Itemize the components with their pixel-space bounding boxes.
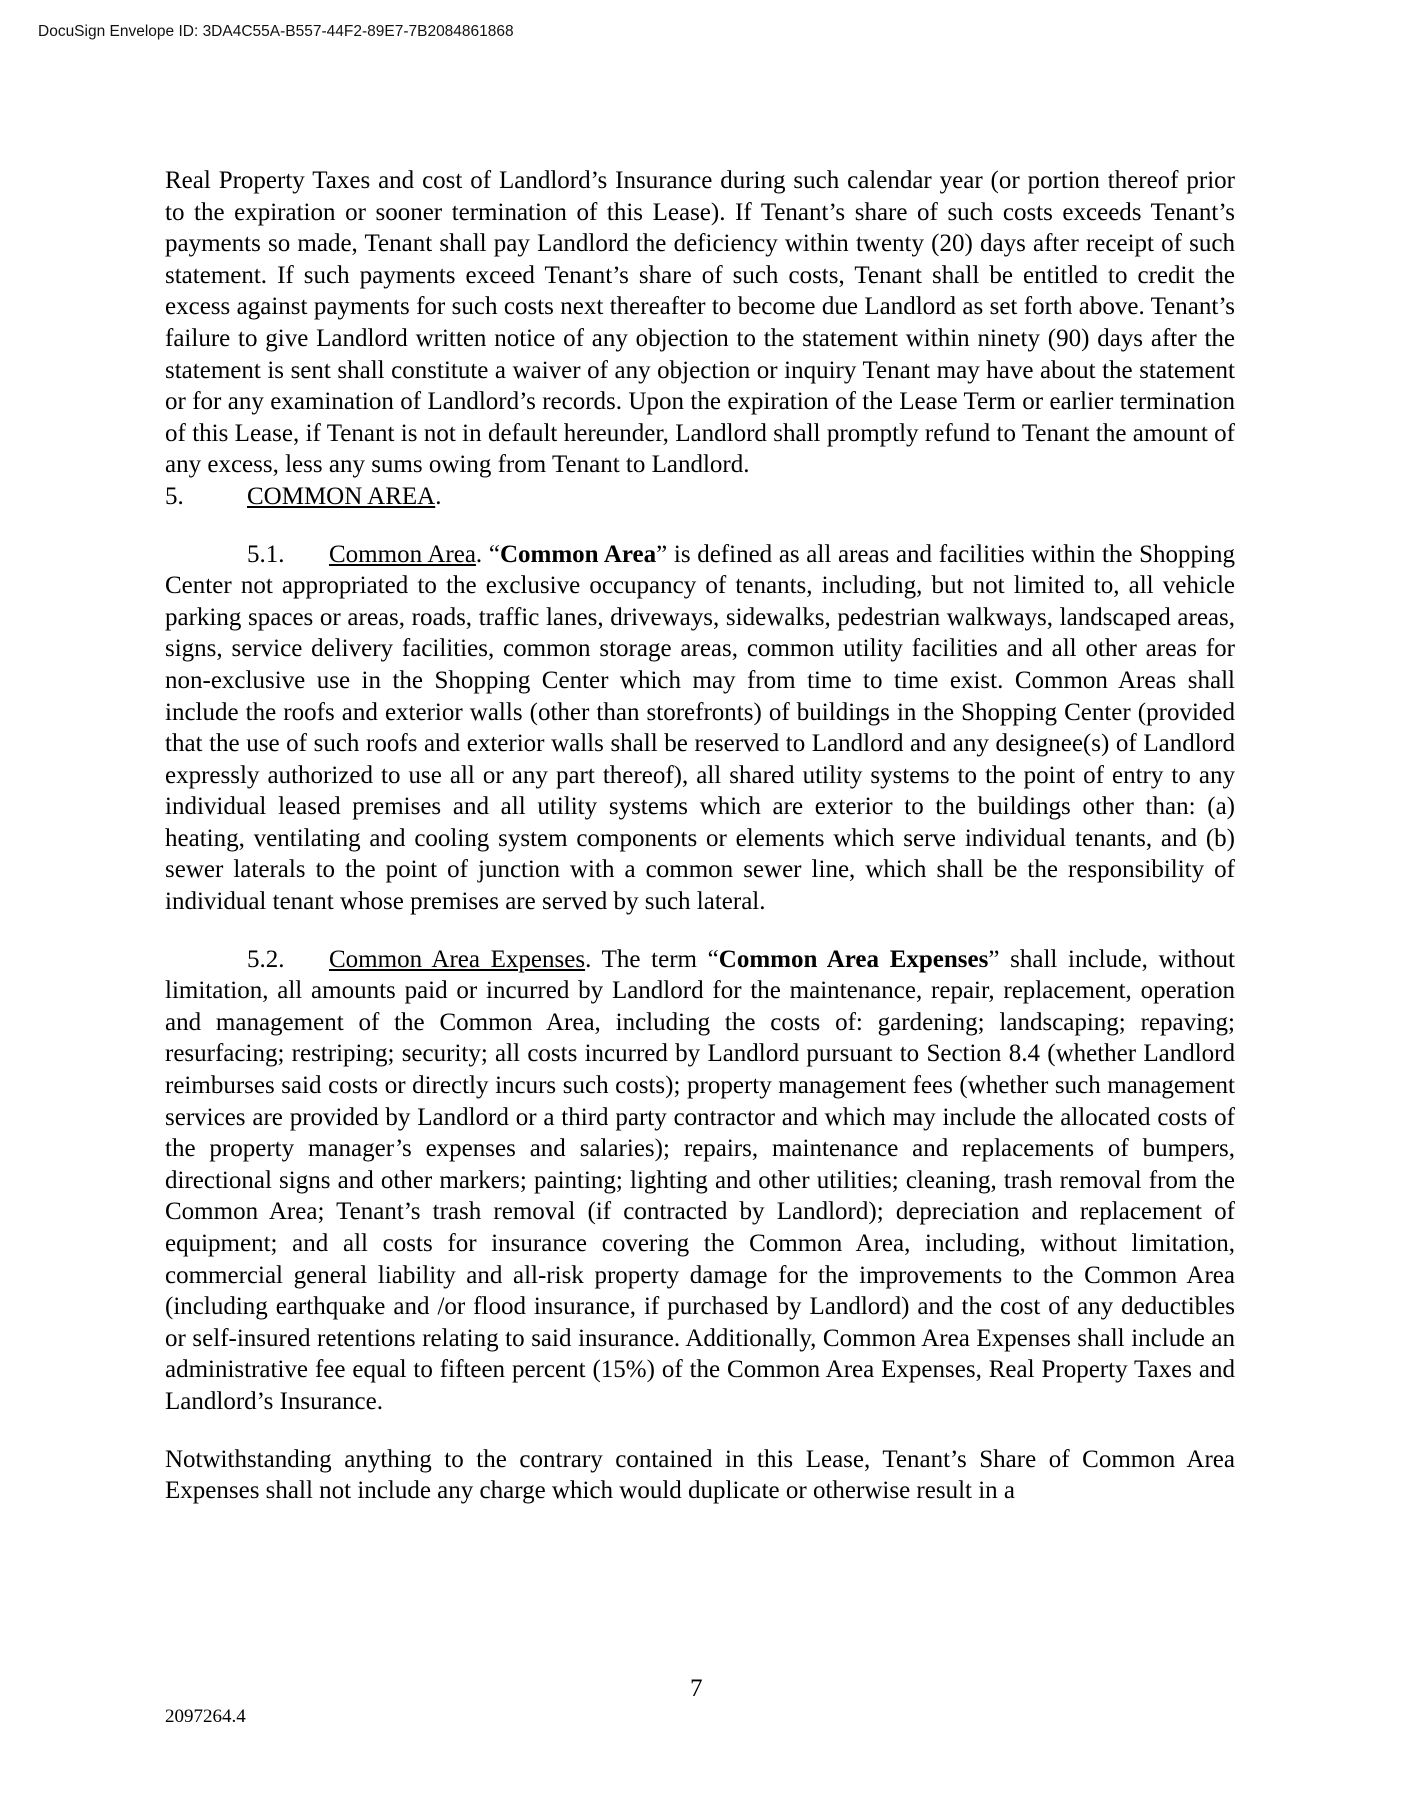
- intro-paragraph: Real Property Taxes and cost of Landlord’s Insurance during such calendar year (or portion thereof prior to the expiration or sooner termination of this Lease). If Tenant’s share of such costs exceeds Tenant’s payments so made, Tenant shall pay Landlord the deficiency within twenty (20) days after receipt of such statement. If such payments exceed Tenant’s share of such costs, Tenant shall be entitled to credit the excess against payments for such costs next thereafter to become due Landlord as set forth above. Tenant’s failure to give Landlord written notice of any objection to the statement within ninety (90) days after the statement is sent shall constitute a waiver of any objection or inquiry Tenant may have about the statement or for any examination of Landlord’s records. Upon the expiration of the Lease Term or earlier termination of this Lease, if Tenant is not in default hereunder, Landlord shall promptly refund to Tenant the amount of any excess, less any sums owing from Tenant to Landlord.: [165, 167, 1235, 479]
- section-title: COMMON AREA: [247, 482, 436, 510]
- defined-term: Common Area Expenses: [718, 945, 989, 973]
- page-number: 7: [690, 1675, 703, 1702]
- subsection-text: ” is defined as all areas and facilities within the Shopping Center not appropriated to the exclusive occupancy of tenants, including, but not limited to, all vehicle parking spaces or areas, roads, traffic lanes, driveways, sidewalks, pedestrian walkways, landscaped areas, signs, service delivery facilities, common storage areas, common utility facilities and all other areas for non-exclusive use in the Shopping Center which may from time to time exist. Common Areas shall include the roofs and exterior walls (other than storefronts) of buildings in the Shopping Center (provided that the use of such roofs and exterior walls shall be reserved to Landlord and any designee(s) of Landlord expressly authorized to use all or any part thereof), all shared utility systems to the point of entry to any individual leased premises and all utility systems which are exterior to the buildings other than: (a) heating, ventilating and cooling system components or elements which serve individual tenants, and (b) sewer laterals to the point of junction with a common sewer line, which shall be the responsibility of individual tenant whose premises are served by such lateral.: [165, 540, 1236, 916]
- subsection-heading: Common Area Expenses: [329, 945, 586, 973]
- subsection-heading: Common Area: [329, 540, 476, 568]
- document-body: [165, 165, 1235, 1507]
- docusign-envelope-id: DocuSign Envelope ID: 3DA4C55A-B557-44F2-89E7-7B2084861868: [38, 23, 514, 40]
- closing-paragraph: Notwithstanding anything to the contrary contained in this Lease, Tenant’s Share of Common Area Expenses shall not include any charge which would duplicate or otherwise result in a: [165, 1445, 1235, 1505]
- section-title-suffix: .: [435, 482, 442, 510]
- subsection-text: ” shall include, without limitation, all amounts paid or incurred by Landlord for the maintenance, repair, replacement, operation and management of the Common Area, including the costs of: gardening; landscaping; repaving; resurfacing; restriping; security; all costs incurred by Landlord pursuant to Section 8.4 (whether Landlord reimburses said costs or directly incurs such costs); property management fees (whether such management services are provided by Landlord or a third party contractor and which may include the allocated costs of the property manager’s expenses and salaries); repairs, maintenance and replacements of bumpers, directional signs and other markers; painting; lighting and other utilities; cleaning, trash removal from the Common Area; Tenant’s trash removal (if contracted by Landlord); depreciation and replacement of equipment; and all costs for insurance covering the Common Area, including, without limitation, commercial general liability and all-risk property damage for the improvements to the Common Area (including earthquake and /or flood insurance, if purchased by Landlord) and the cost of any deductibles or self-insured retentions relating to said insurance. Additionally, Common Area Expenses shall include an administrative fee equal to fifteen percent (15%) of the Common Area Expenses, Real Property Taxes and Landlord’s Insurance.: [165, 945, 1235, 1415]
- section-heading: [165, 481, 1235, 513]
- document-id: 2097264.4: [165, 1706, 246, 1727]
- subsection-heading-suffix: . The term “: [585, 945, 719, 973]
- subsection-5-2: [165, 944, 1235, 1418]
- subsection-5-1: [165, 539, 1235, 918]
- subsection-number: 5.1.: [247, 540, 285, 568]
- defined-term: Common Area: [499, 540, 657, 568]
- section-number: 5.: [165, 482, 184, 510]
- subsection-heading-suffix: . “: [475, 540, 500, 568]
- subsection-number: 5.2.: [247, 945, 285, 973]
